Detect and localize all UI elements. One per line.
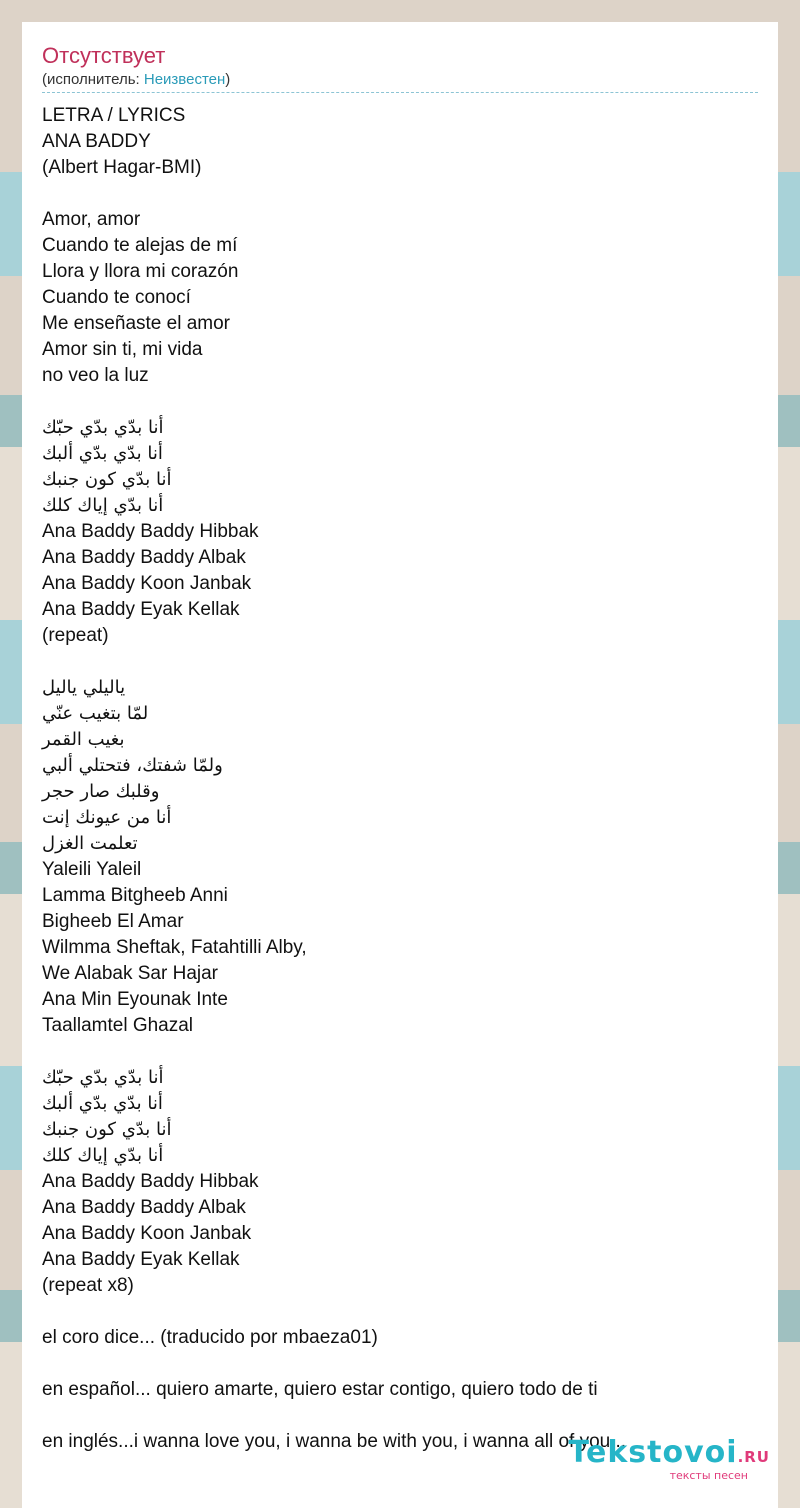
- lyric-line: en inglés...i wanna love you, i wanna be with you, i wanna all of you...: [42, 1431, 627, 1452]
- lyric-blank-line: [42, 389, 758, 415]
- lyric-line: Cuando te conocí: [42, 287, 191, 308]
- lyrics-card: [22, 22, 778, 1508]
- lyric-line: LETRA / LYRICS: [42, 105, 186, 126]
- lyric-line: بغيب القمر: [42, 729, 125, 750]
- lyric-line: Ana Baddy Koon Janbak: [42, 1223, 252, 1244]
- lyric-line: لمّا بتغيب عنّي: [42, 703, 149, 724]
- lyric-line: ANA BADDY: [42, 131, 151, 152]
- lyric-blank-line: [42, 1403, 758, 1429]
- logo-tld: .RU: [737, 1448, 770, 1466]
- lyric-line: Ana Baddy Eyak Kellak: [42, 599, 240, 620]
- lyric-line: Ana Baddy Baddy Albak: [42, 1197, 246, 1218]
- lyric-line: Taallamtel Ghazal: [42, 1015, 194, 1036]
- lyric-line: ولمّا شفتك، فتحتلي ألبي: [42, 755, 223, 776]
- artist-prefix: (исполнитель:: [42, 71, 144, 88]
- logo-tagline: тексты песен: [669, 1469, 748, 1482]
- lyric-line: Yaleili Yaleil: [42, 859, 142, 880]
- lyric-line: Wilmma Sheftak, Fatahtilli Alby,: [42, 937, 307, 958]
- lyric-line: وقلبك صار حجر: [42, 781, 160, 802]
- lyric-line: Lamma Bitgheeb Anni: [42, 885, 228, 906]
- site-logo[interactable]: [568, 1435, 770, 1482]
- lyric-blank-line: [42, 1039, 758, 1065]
- lyric-line: Bigheeb El Amar: [42, 911, 184, 932]
- lyric-line: Ana Baddy Baddy Hibbak: [42, 1171, 259, 1192]
- lyric-blank-line: [42, 1299, 758, 1325]
- lyric-line: أنا بدّي كون جنبك: [42, 1119, 172, 1140]
- lyric-line: Ana Baddy Koon Janbak: [42, 573, 252, 594]
- logo-wordmark: [568, 1435, 770, 1472]
- lyric-line: Amor sin ti, mi vida: [42, 339, 203, 360]
- lyric-line: أنا بدّي بدّي ألبك: [42, 1093, 163, 1114]
- lyric-line: Amor, amor: [42, 209, 141, 230]
- lyric-line: أنا بدّي إياك كلك: [42, 1145, 164, 1166]
- song-title: Отсутствует: [42, 43, 166, 68]
- lyric-blank-line: [42, 1351, 758, 1377]
- lyric-line: Ana Baddy Baddy Hibbak: [42, 521, 259, 542]
- lyric-line: no veo la luz: [42, 365, 149, 386]
- lyric-line: أنا بدّي بدّي ألبك: [42, 443, 163, 464]
- lyric-blank-line: [42, 649, 758, 675]
- lyric-line: أنا بدّي بدّي حبّك: [42, 1067, 164, 1088]
- lyric-line: (repeat x8): [42, 1275, 134, 1296]
- lyric-line: (Albert Hagar-BMI): [42, 157, 202, 178]
- lyric-line: أنا بدّي إياك كلك: [42, 495, 164, 516]
- lyric-line: en español... quiero amarte, quiero estar contigo, quiero todo de ti: [42, 1379, 598, 1400]
- lyric-line: Ana Baddy Baddy Albak: [42, 547, 246, 568]
- lyric-line: (repeat): [42, 625, 109, 646]
- lyric-line: Llora y llora mi corazón: [42, 261, 239, 282]
- artist-line: [42, 70, 758, 93]
- lyric-line: Cuando te alejas de mí: [42, 235, 238, 256]
- lyric-line: Ana Baddy Eyak Kellak: [42, 1249, 240, 1270]
- logo-main-text: Tekstovoi: [568, 1435, 738, 1470]
- lyric-line: Me enseñaste el amor: [42, 313, 230, 334]
- lyric-line: ياليلي ياليل: [42, 677, 126, 698]
- artist-link[interactable]: Неизвестен: [143, 71, 226, 88]
- lyric-line: تعلمت الغزل: [42, 833, 138, 854]
- lyric-line: أنا من عيونك إنت: [42, 807, 172, 828]
- lyrics-body: [42, 103, 758, 1455]
- lyric-line: أنا بدّي كون جنبك: [42, 469, 172, 490]
- lyric-line: Ana Min Eyounak Inte: [42, 989, 228, 1010]
- lyric-line: أنا بدّي بدّي حبّك: [42, 417, 164, 438]
- lyric-line: el coro dice... (traducido por mbaeza01): [42, 1327, 378, 1348]
- lyric-line: We Alabak Sar Hajar: [42, 963, 219, 984]
- lyric-blank-line: [42, 181, 758, 207]
- artist-suffix: ): [225, 71, 231, 88]
